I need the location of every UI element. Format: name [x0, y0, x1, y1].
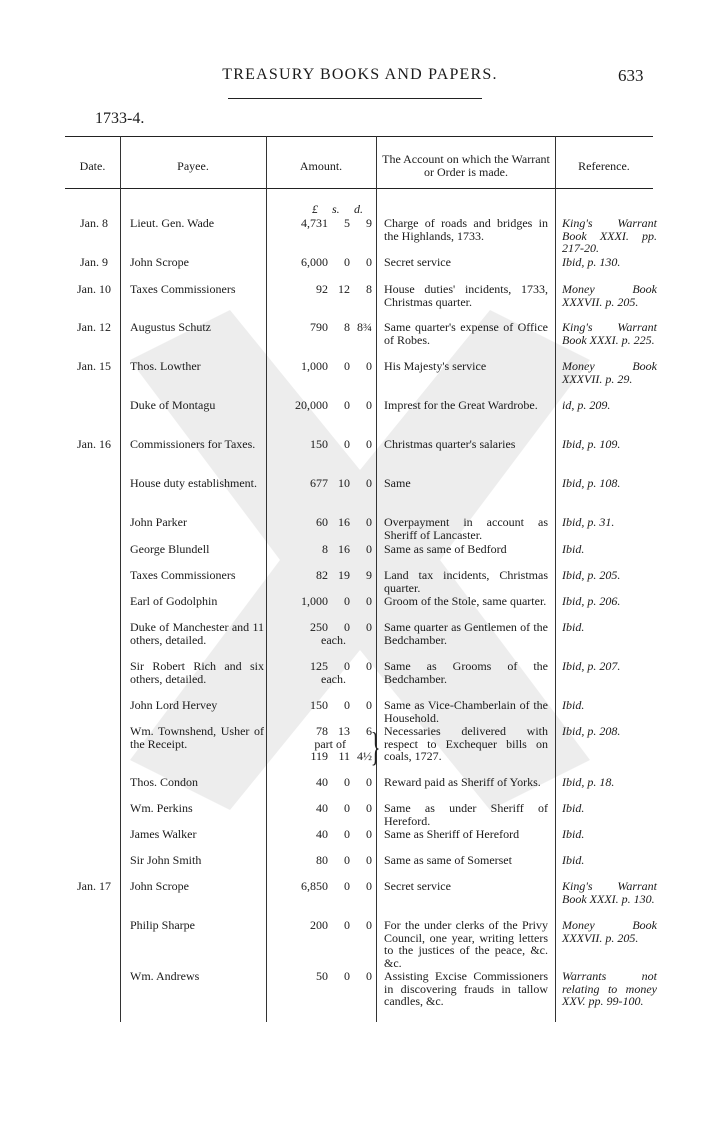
entry-payee: Thos. Condon — [130, 775, 199, 789]
amount-line — [270, 854, 372, 867]
amount-shillings: 16 — [338, 542, 350, 556]
entry-amount — [270, 854, 372, 867]
amount-pence: 0 — [366, 255, 372, 269]
entry-amount — [270, 828, 372, 841]
entry-amount — [270, 776, 372, 789]
amount-pounds: 200 — [310, 918, 328, 932]
entry-payee: Wm. Townshend, Usher of the Receipt. — [130, 724, 264, 751]
amount-pounds: 125 — [310, 659, 328, 673]
amount-shillings: 0 — [344, 775, 350, 789]
amount-shillings: 0 — [344, 659, 350, 673]
amount-line — [270, 970, 372, 983]
entry-payee: Philip Sharpe — [130, 918, 195, 932]
amount-line — [270, 699, 372, 712]
entry-amount — [270, 569, 372, 582]
entry-reference: King's Warrant Book XXXI. p. 225. — [562, 320, 657, 347]
column-divider — [376, 136, 377, 1022]
amount-pence: 0 — [366, 594, 372, 608]
entry-date: Jan. 15 — [77, 359, 111, 373]
entry-amount — [270, 321, 372, 334]
entry-reference: Money Book XXXVII. p. 205. — [562, 282, 657, 309]
amount-line — [270, 776, 372, 789]
entry-amount — [270, 217, 372, 230]
entry-account: Same quarter's expense of Office of Robes. — [384, 320, 548, 347]
pounds-unit: £ — [312, 202, 318, 216]
year-heading: 1733-4. — [95, 110, 145, 127]
amount-pence: 0 — [366, 879, 372, 893]
entry-payee: John Scrope — [130, 879, 189, 893]
column-divider — [555, 136, 556, 1022]
entry-amount — [270, 256, 372, 269]
amount-pence: 0 — [366, 827, 372, 841]
amount-line — [270, 321, 372, 334]
amount-pence: 0 — [366, 398, 372, 412]
amount-pounds: 1,000 — [301, 359, 328, 373]
amount-pounds: 250 — [310, 620, 328, 634]
amount-shillings: 0 — [344, 620, 350, 634]
table-header-rule — [65, 188, 653, 189]
amount-shillings: 0 — [344, 918, 350, 932]
column-header-amount: Amount. — [299, 158, 343, 173]
amount-shillings: 0 — [344, 255, 350, 269]
column-header-account: The Account on which the Warrant or Order is made. — [382, 152, 550, 179]
amount-pounds: 6,000 — [301, 255, 328, 269]
entry-account: Same as Vice-Chamberlain of the Household. — [384, 698, 548, 725]
entry-account: Secret service — [384, 255, 451, 269]
entry-reference: Ibid. — [562, 801, 585, 815]
entry-reference: Money Book XXXVII. p. 29. — [562, 359, 657, 386]
entry-account: Same as under Sheriff of Hereford. — [384, 801, 548, 828]
entry-account: Reward paid as Sheriff of Yorks. — [384, 775, 541, 789]
entry-reference: Ibid, p. 207. — [562, 659, 621, 673]
amount-line — [270, 621, 372, 634]
shillings-unit: s. — [332, 202, 340, 216]
amount-shillings: 0 — [344, 827, 350, 841]
entry-amount — [270, 802, 372, 815]
entry-account: Secret service — [384, 879, 451, 893]
entry-account: Land tax incidents, Christmas quarter. — [384, 568, 548, 595]
amount-line — [270, 438, 372, 451]
amount-pounds: 82 — [316, 568, 328, 582]
entry-reference: Ibid, p. 130. — [562, 255, 621, 269]
entry-reference: Ibid, p. 18. — [562, 775, 615, 789]
entry-reference: Money Book XXXVII. p. 205. — [562, 918, 657, 945]
amount-line — [270, 360, 372, 373]
amount-pounds: 50 — [316, 969, 328, 983]
entry-reference: Warrants not relating to money XXV. pp. 99-100. — [562, 969, 657, 1008]
amount-pence: 4½ — [357, 749, 372, 763]
running-title: TREASURY BOOKS AND PAPERS. — [222, 66, 498, 83]
amount-brace: } — [370, 724, 381, 769]
amount-note: part of — [314, 736, 346, 751]
column-header-payee: Payee. — [177, 158, 209, 173]
entry-account: Same — [384, 476, 411, 490]
entry-payee: Taxes Commissioners — [130, 568, 236, 582]
entry-date: Jan. 16 — [77, 437, 111, 451]
amount-pence: 8 — [366, 282, 372, 296]
entry-amount — [270, 360, 372, 373]
amount-pence: 9 — [366, 568, 372, 582]
amount-pounds: 1,000 — [301, 594, 328, 608]
entry-payee: John Parker — [130, 515, 187, 529]
amount-pounds: 92 — [316, 282, 328, 296]
amount-pence: 0 — [366, 969, 372, 983]
amount-pounds: 119 — [310, 749, 328, 763]
amount-shillings: 0 — [344, 853, 350, 867]
entry-reference: Ibid, p. 208. — [562, 724, 621, 738]
entry-reference: Ibid, p. 31. — [562, 515, 615, 529]
amount-pence: 0 — [366, 476, 372, 490]
entry-reference: King's Warrant Book XXXI. pp. 217-20. — [562, 216, 657, 255]
header-rule — [228, 98, 482, 99]
entry-payee: John Scrope — [130, 255, 189, 269]
entry-payee: Thos. Lowther — [130, 359, 201, 373]
entry-amount — [270, 399, 372, 412]
amount-pence: 6 — [366, 724, 372, 738]
entry-payee: House duty establishment. — [130, 476, 257, 490]
amount-shillings: 11 — [338, 749, 350, 763]
amount-line-total — [270, 750, 372, 763]
amount-shillings: 0 — [344, 437, 350, 451]
column-divider — [266, 136, 267, 1022]
entry-reference: Ibid, p. 206. — [562, 594, 621, 608]
amount-shillings: 12 — [338, 282, 350, 296]
pence-unit: d. — [354, 202, 363, 216]
amount-pounds: 20,000 — [295, 398, 328, 412]
entry-account: House duties' incidents, 1733, Christmas quarter. — [384, 282, 548, 309]
amount-pence: 0 — [366, 359, 372, 373]
entry-payee: Duke of Manchester and 11 others, detailed. — [130, 620, 264, 647]
column-header-date: Date. — [79, 158, 106, 173]
amount-pounds: 60 — [316, 515, 328, 529]
entry-amount — [270, 595, 372, 608]
entry-amount — [270, 543, 372, 556]
entry-reference: Ibid. — [562, 827, 585, 841]
amount-shillings: 13 — [338, 724, 350, 738]
entry-payee: George Blundell — [130, 542, 210, 556]
entry-payee: Taxes Commissioners — [130, 282, 236, 296]
amount-line — [270, 217, 372, 230]
amount-note: each. — [321, 671, 346, 686]
entry-amount — [270, 621, 372, 646]
amount-pence: 0 — [366, 515, 372, 529]
entry-payee: Earl of Godolphin — [130, 594, 218, 608]
entry-account: Overpayment in account as Sheriff of Lancaster. — [384, 515, 548, 542]
amount-shillings: 0 — [344, 398, 350, 412]
entry-amount — [270, 477, 372, 490]
entry-reference: Ibid, p. 205. — [562, 568, 621, 582]
amount-line — [270, 725, 372, 738]
amount-line — [270, 660, 372, 673]
amount-line — [270, 477, 372, 490]
entry-account: His Majesty's service — [384, 359, 487, 373]
amount-pounds: 40 — [316, 827, 328, 841]
amount-pence: 0 — [366, 698, 372, 712]
amount-pounds: 40 — [316, 775, 328, 789]
amount-line — [270, 880, 372, 893]
amount-note: each. — [321, 632, 346, 647]
entry-amount — [270, 438, 372, 451]
entry-amount — [270, 660, 372, 685]
entry-account: Imprest for the Great Wardrobe. — [384, 398, 538, 412]
entry-account: Same as same of Bedford — [384, 542, 507, 556]
entry-amount — [270, 880, 372, 893]
amount-pounds: 150 — [310, 698, 328, 712]
entry-date: Jan. 8 — [80, 216, 108, 230]
amount-pence: 9 — [366, 216, 372, 230]
entry-date: Jan. 17 — [77, 879, 111, 893]
amount-pounds: 80 — [316, 853, 328, 867]
amount-shillings: 0 — [344, 969, 350, 983]
amount-pounds: 4,731 — [301, 216, 328, 230]
entry-amount — [270, 725, 372, 763]
entry-amount — [270, 283, 372, 296]
entry-payee: Augustus Schutz — [130, 320, 211, 334]
amount-shillings: 0 — [344, 879, 350, 893]
page-number: 633 — [618, 66, 644, 85]
amount-shillings: 5 — [344, 216, 350, 230]
entry-payee: John Lord Hervey — [130, 698, 218, 712]
entry-reference: King's Warrant Book XXXI. p. 130. — [562, 879, 657, 906]
amount-pence: 0 — [366, 853, 372, 867]
entry-payee: Sir John Smith — [130, 853, 202, 867]
column-divider — [120, 136, 121, 1022]
amount-pounds: 78 — [316, 724, 328, 738]
amount-shillings: 8 — [344, 320, 350, 334]
entry-reference: Ibid. — [562, 542, 585, 556]
entry-account: Same as Sheriff of Hereford — [384, 827, 520, 841]
entry-payee: James Walker — [130, 827, 197, 841]
amount-line — [270, 516, 372, 529]
entry-account: Necessaries delivered with respect to Exchequer bills on coals, 1727. — [384, 724, 548, 763]
entry-reference: Ibid, p. 108. — [562, 476, 621, 490]
column-header-reference: Reference. — [578, 158, 630, 173]
amount-pounds: 8 — [322, 542, 328, 556]
entry-account: For the under clerks of the Privy Council, one year, writing letters to the justices of the peace, &c. &c. — [384, 918, 548, 970]
amount-shillings: 16 — [338, 515, 350, 529]
entry-amount — [270, 516, 372, 529]
amount-pounds: 790 — [310, 320, 328, 334]
amount-shillings: 0 — [344, 594, 350, 608]
amount-pence: 0 — [366, 801, 372, 815]
entry-account: Assisting Excise Commissioners in discovering frauds in tallow candles, &c. — [384, 969, 548, 1008]
entry-payee: Sir Robert Rich and six others, detailed. — [130, 659, 264, 686]
amount-pence: 0 — [366, 775, 372, 789]
entry-payee: Lieut. Gen. Wade — [130, 216, 215, 230]
amount-line — [270, 595, 372, 608]
entry-payee: Wm. Andrews — [130, 969, 200, 983]
amount-shillings: 0 — [344, 698, 350, 712]
entry-reference: Ibid. — [562, 853, 585, 867]
amount-pence: 0 — [366, 542, 372, 556]
amount-pence: 0 — [366, 437, 372, 451]
entry-amount — [270, 970, 372, 983]
entry-account: Same as same of Somerset — [384, 853, 512, 867]
entry-reference: Ibid. — [562, 620, 585, 634]
amount-line — [270, 543, 372, 556]
amount-pounds: 6,850 — [301, 879, 328, 893]
amount-shillings: 0 — [344, 801, 350, 815]
entry-reference: Ibid, p. 109. — [562, 437, 621, 451]
amount-pence: 0 — [366, 918, 372, 932]
entry-date: Jan. 10 — [77, 282, 111, 296]
entry-date: Jan. 9 — [80, 255, 108, 269]
entry-payee: Wm. Perkins — [130, 801, 193, 815]
entry-reference: id, p. 209. — [562, 398, 611, 412]
entry-account: Christmas quarter's salaries — [384, 437, 516, 451]
entry-payee: Commissioners for Taxes. — [130, 437, 256, 451]
entry-amount — [270, 699, 372, 712]
amount-line — [270, 399, 372, 412]
entry-reference: Ibid. — [562, 698, 585, 712]
amount-pounds: 40 — [316, 801, 328, 815]
amount-line — [270, 919, 372, 932]
amount-pounds: 677 — [310, 476, 328, 490]
amount-pence: 0 — [366, 659, 372, 673]
amount-pence: 0 — [366, 620, 372, 634]
entry-account: Charge of roads and bridges in the Highlands, 1733. — [384, 216, 548, 243]
entry-account: Same quarter as Gentlemen of the Bedchamber. — [384, 620, 548, 647]
amount-pounds: 150 — [310, 437, 328, 451]
amount-shillings: 0 — [344, 359, 350, 373]
amount-pence: 8¾ — [357, 320, 372, 334]
entry-amount — [270, 919, 372, 932]
amount-line — [270, 283, 372, 296]
amount-shillings: 10 — [338, 476, 350, 490]
amount-shillings: 19 — [338, 568, 350, 582]
table-top-rule — [65, 136, 653, 137]
amount-line — [270, 569, 372, 582]
entry-payee: Duke of Montagu — [130, 398, 216, 412]
entry-date: Jan. 12 — [77, 320, 111, 334]
entry-account: Same as Grooms of the Bedchamber. — [384, 659, 548, 686]
amount-line — [270, 256, 372, 269]
amount-line — [270, 802, 372, 815]
amount-line — [270, 828, 372, 841]
entry-account: Groom of the Stole, same quarter. — [384, 594, 547, 608]
